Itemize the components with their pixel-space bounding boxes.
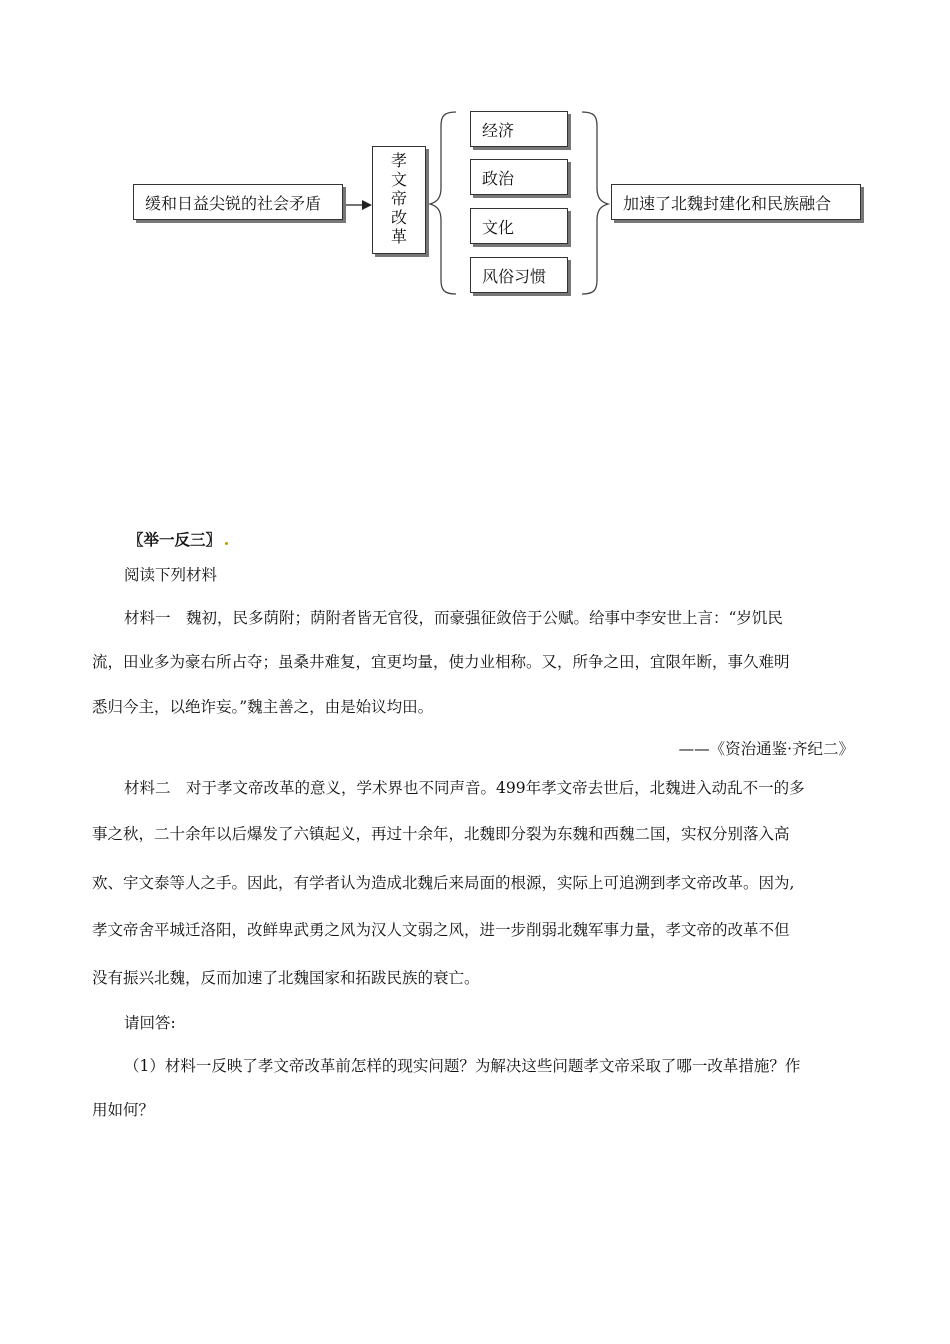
aspect-label: 经济 [482,120,515,140]
aspect-label: 风俗习惯 [482,266,547,286]
material1-line: 悉归今主，以绝诈妄。”魏主善之，由是始议均田。 [92,698,434,716]
reform-char: 改 [390,208,407,227]
reform-char: 文 [390,170,407,189]
question-line: 用如何？ [92,1101,155,1119]
material2-line: 事之秋，二十余年以后爆发了六镇起义，再过十余年，北魏即分裂为东魏和西魏二国，实权分别落入高 [92,825,790,843]
material2-line: 没有振兴北魏，反而加速了北魏国家和拓跋民族的衰亡。 [92,969,480,987]
material2-line: 欢、宇文泰等人之手。因此，有学者认为造成北魏后来局面的根源，实际上可追溯到孝文帝改革。因为, [92,874,795,892]
intro-text: 阅读下列材料 [124,566,218,584]
marker-dot [225,542,228,545]
question-line: （1）材料一反映了孝文帝改革前怎样的现实问题？为解决这些问题孝文帝采取了哪一改革措施？作 [124,1057,801,1075]
aspect-label: 政治 [482,168,515,188]
aspect-label: 文化 [482,217,515,237]
material2-line: 孝文帝舍平城迁洛阳，改鲜卑武勇之风为汉人文弱之风，进一步削弱北魏军事力量，孝文帝的改革不但 [92,921,790,939]
exercise-section [92,0,860,1344]
reform-char: 帝 [390,189,407,208]
material1-line: 流，田业多为豪右所占夺；虽桑井难复，宜更均量，使力业相称。又，所争之田，宜限年断，事久难明 [92,653,790,671]
answer-prompt: 请回答: [124,1014,176,1032]
material1-source: ——《资治通鉴·齐纪二》 [678,740,854,758]
result-label: 加速了北魏封建化和民族融合 [623,193,832,213]
section-heading-text: 〖举一反三〗 [128,531,222,549]
material1-line: 材料一 魏初，民多荫附；荫附者皆无官役，而豪强征敛倍于公赋。给事中李安世上言：“岁饥民 [124,609,783,627]
reform-char: 孝 [390,151,407,170]
section-heading [128,528,228,550]
reform-char: 革 [390,227,407,246]
cause-label: 缓和日益尖锐的社会矛盾 [145,193,322,213]
material2-line: 材料二 对于孝文帝改革的意义，学术界也不同声音。499年孝文帝去世后，北魏进入动乱不一的多 [124,779,805,797]
